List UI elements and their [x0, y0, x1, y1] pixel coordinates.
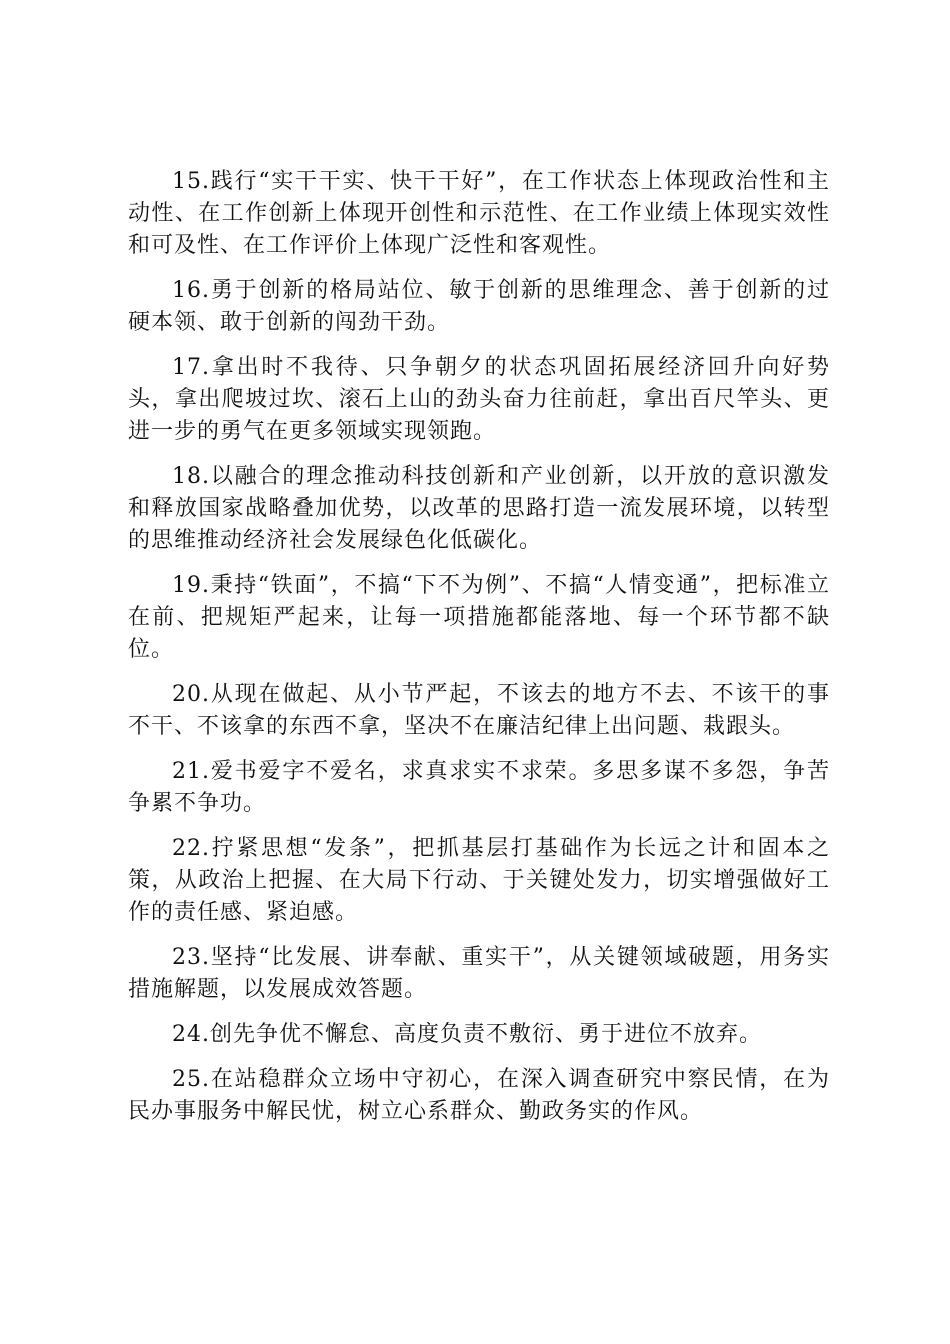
document-body: [128, 166, 830, 1141]
paragraph-23: 23.坚持“比发展、讲奉献、重实干”，从关键领域破题，用务实措施解题，以发展成效答题。: [128, 945, 830, 1002]
paragraph-18: 18.以融合的理念推动科技创新和产业创新，以开放的意识激发和释放国家战略叠加优势，以改革的思路打造一流发展环境，以转型的思维推动经济社会发展绿色化低碳化。: [128, 464, 830, 553]
paragraph-25: 25.在站稳群众立场中守初心，在深入调查研究中察民情，在为民办事服务中解民忧，树立心系群众、勤政务实的作风。: [128, 1067, 830, 1124]
paragraph-20: 20.从现在做起、从小节严起，不该去的地方不去、不该干的事不干、不该拿的东西不拿，坚决不在廉洁纪律上出问题、栽跟头。: [128, 682, 830, 739]
paragraph-19: 19.秉持“铁面”，不搞“下不为例”、不搞“人情变通”，把标准立在前、把规矩严起来，让每一项措施都能落地、每一个环节都不缺位。: [128, 573, 830, 662]
paragraph-16: 16.勇于创新的格局站位、敏于创新的思维理念、善于创新的过硬本领、敢于创新的闯劲干劲。: [128, 278, 830, 335]
paragraph-24: 24.创先争优不懈怠、高度负责不敷衍、勇于进位不放弃。: [172, 1022, 762, 1047]
paragraph-15: 15.践行“实干干实、快干干好”，在工作状态上体现政治性和主动性、在工作创新上体现开创性和示范性、在工作业绩上体现实效性和可及性、在工作评价上体现广泛性和客观性。: [128, 169, 830, 258]
paragraph-17: 17.拿出时不我待、只争朝夕的状态巩固拓展经济回升向好势头，拿出爬坡过坎、滚石上山的劲头奋力往前赶，拿出百尺竿头、更进一步的勇气在更多领域实现领跑。: [128, 355, 830, 444]
paragraph-21: 21.爱书爱字不爱名，求真求实不求荣。多思多谋不多怨，争苦争累不争功。: [128, 759, 830, 816]
paragraph-22: 22.拧紧思想“发条”，把抓基层打基础作为长远之计和固本之策，从政治上把握、在大局下行动、于关键处发力，切实增强做好工作的责任感、紧迫感。: [128, 836, 830, 925]
